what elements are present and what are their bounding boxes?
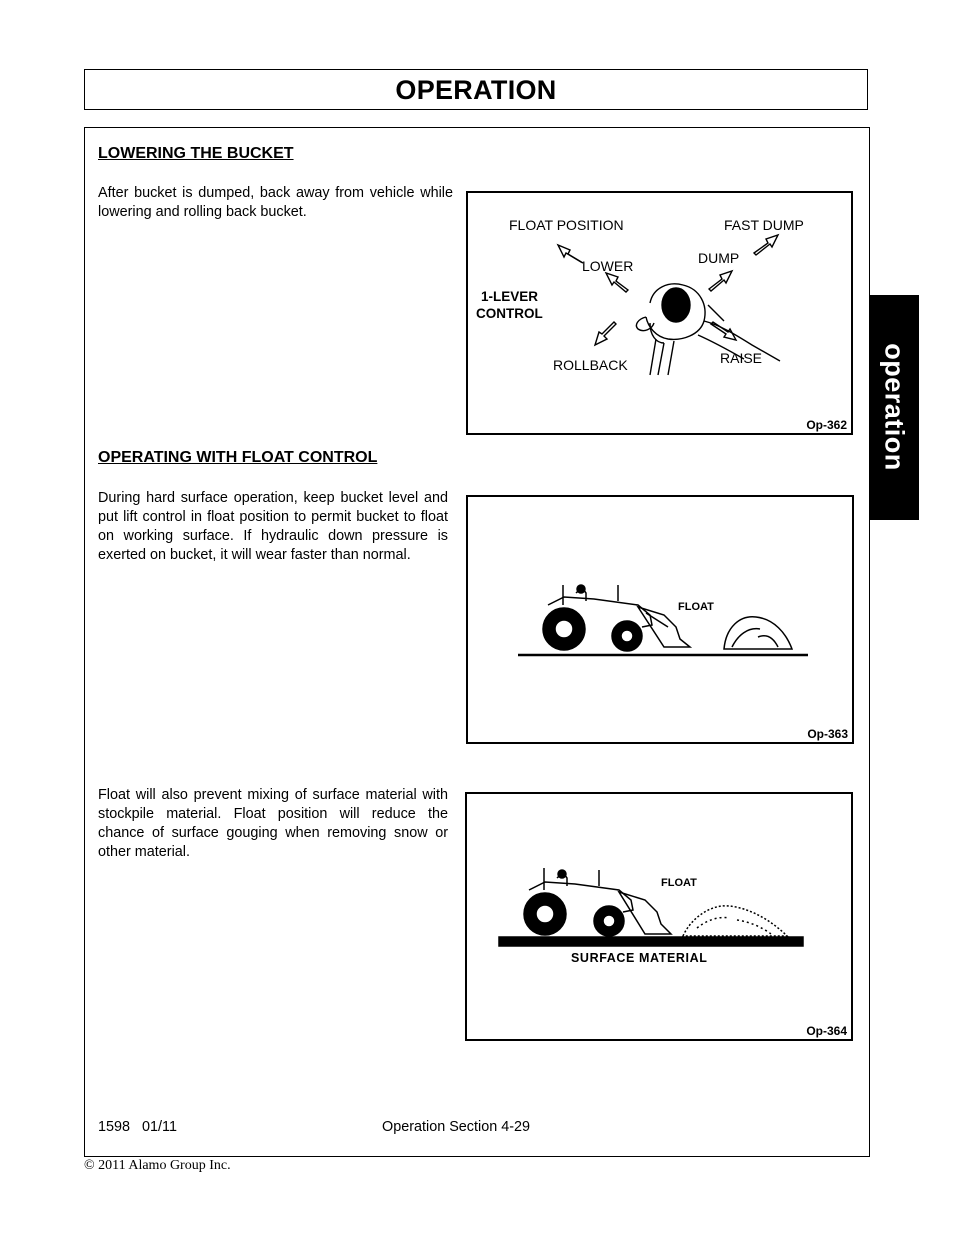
stockpile-drawing-2: [683, 906, 787, 936]
label-fast-dump: FAST DUMP: [724, 217, 804, 233]
label-float-position: FLOAT POSITION: [509, 217, 624, 233]
label-float: FLOAT: [678, 601, 714, 613]
section-side-tab: [869, 295, 919, 520]
footer-section: Operation Section 4-29: [382, 1119, 530, 1135]
section-text-lowering: After bucket is dumped, back away from vehicle while lowering and rolling back bucket.: [98, 185, 453, 220]
figure-float-tractor: [466, 495, 854, 744]
section-text-float: During hard surface operation, keep bucket level and put lift control in float position to permit bucket to float on working surface. If hydraulic down pressure is exerted on bucket, it will wear faster than normal.: [98, 490, 448, 563]
section-title-lowering: LOWERING THE BUCKET: [98, 145, 294, 162]
label-raise: RAISE: [720, 350, 763, 366]
side-tab-label: operation: [879, 343, 910, 471]
tractor-float-illustration: [468, 497, 852, 742]
tractor-drawing-2: [524, 868, 671, 936]
page-header: [84, 69, 868, 110]
label-float-2: FLOAT: [661, 877, 697, 889]
figure-code-op362: Op-362: [806, 418, 847, 432]
arrow-rollback: [595, 322, 616, 345]
figure-surface-material: [465, 792, 853, 1041]
page-title: OPERATION: [395, 75, 557, 105]
label-dump: DUMP: [698, 250, 740, 266]
figure-code-op364: Op-364: [806, 1024, 847, 1038]
tractor-drawing: [543, 585, 690, 651]
figure-lever-control: [466, 191, 853, 435]
label-lower: LOWER: [582, 258, 634, 274]
label-surface-material: SURFACE MATERIAL: [571, 951, 708, 965]
surface-material-band: [499, 937, 803, 946]
arrow-dump: [709, 271, 732, 291]
label-control-line1: 1-LEVER: [481, 289, 539, 304]
arrow-fast-dump: [754, 235, 778, 255]
arrow-lower: [606, 273, 628, 292]
figure-code-op363: Op-363: [807, 727, 848, 741]
lever-control-illustration: [468, 193, 851, 433]
copyright-notice: © 2011 Alamo Group Inc.: [84, 1158, 231, 1173]
label-rollback: ROLLBACK: [553, 357, 628, 373]
section-text-float-mixing: Float will also prevent mixing of surface material with stockpile material. Float position will reduce the chance of surface gouging when removing snow or other material.: [98, 787, 448, 860]
footer-doc-id: 1598 01/11: [98, 1119, 177, 1135]
tractor-surface-illustration: [467, 794, 851, 1039]
arrow-float-position: [558, 245, 583, 263]
label-control-line2: CONTROL: [476, 306, 543, 321]
section-title-float: OPERATING WITH FLOAT CONTROL: [98, 449, 378, 466]
